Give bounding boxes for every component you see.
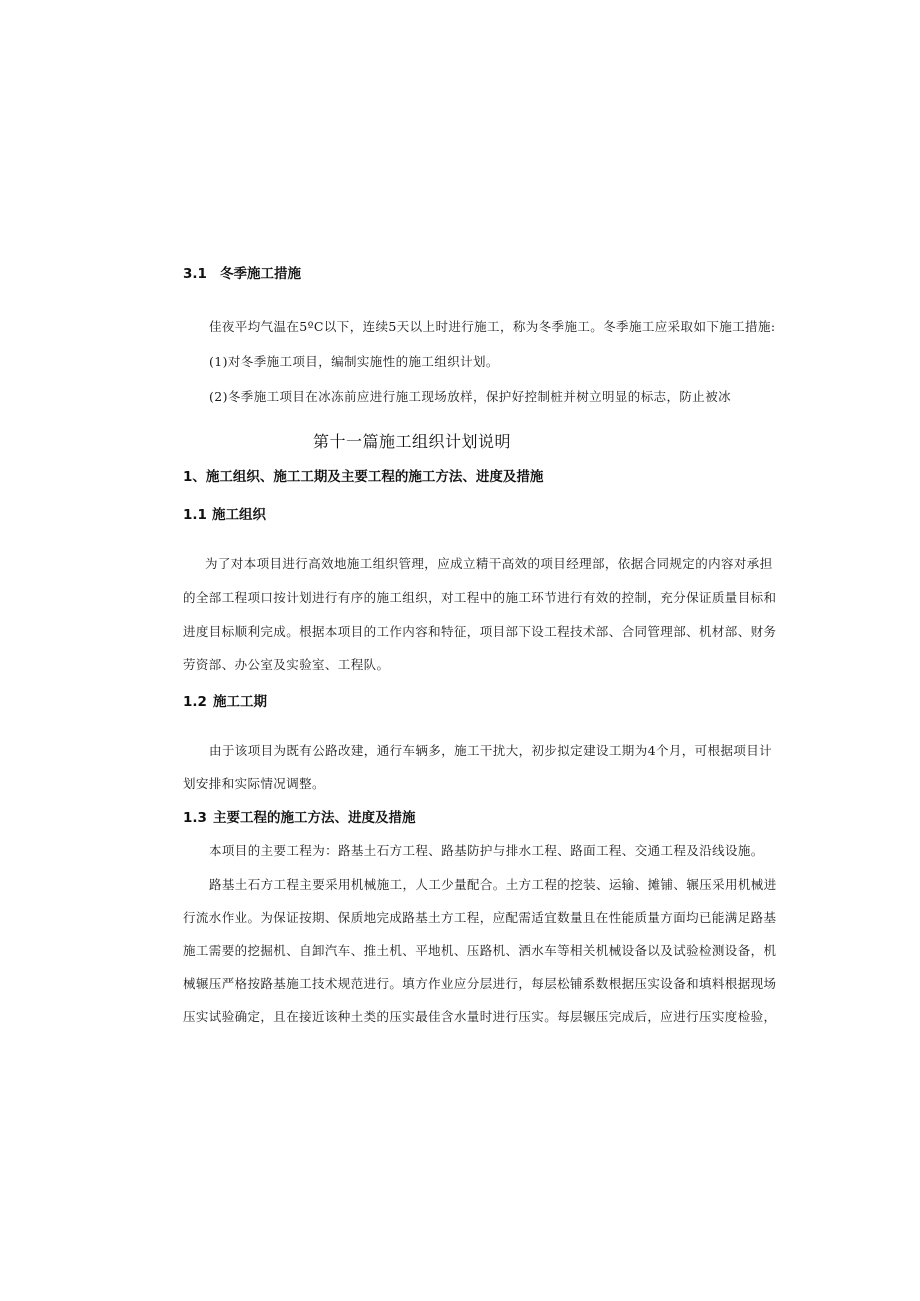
section-heading-1: 1、施工组织、施工工期及主要工程的施工方法、进度及措施	[183, 469, 544, 485]
paragraph-winter-intro: 佳夜平均气温在5ºC以下，连续5天以上时进行施工，称为冬季施工。冬季施工应采取如下施工措施:	[209, 319, 776, 334]
paragraph-line: 的全部工程项口按计划进行有序的施工组织，对工程中的施工环节进行有效的控制，充分保证质量目标和	[183, 590, 777, 605]
section-heading-3-1	[183, 262, 301, 282]
paragraph-line: 进度目标顺利完成。根据本项目的工作内容和特征，项目部下设工程技术部、合同管理部、机材部、财务	[183, 624, 777, 639]
paragraph-line: 施工需要的挖掘机、自卸汽车、推土机、平地机、压路机、洒水车等相关机械设备以及试验检测设备，机	[183, 943, 777, 958]
paragraph-line: 划安排和实际情况调整。	[183, 776, 325, 791]
section-number: 1.3	[183, 810, 207, 826]
section-heading-1-2	[183, 690, 267, 710]
section-heading-1-1	[183, 503, 266, 523]
paragraph-line: 行流水作业。为保证按期、保质地完成路基土方工程，应配需适宜数量且在性能质量方面均已能满足路基	[183, 910, 777, 925]
section-number: 3.1	[183, 266, 207, 282]
list-item: (2)冬季施工项目在冰冻前应进行施工现场放样，保护好控制桩并树立明显的标志，防止被冰	[209, 389, 732, 404]
section-number: 1.1	[183, 507, 207, 523]
chapter-title: 第十一篇施工组织计划说明	[313, 432, 512, 451]
section-title: 施工工期	[213, 694, 267, 710]
section-title: 施工组织	[212, 507, 266, 523]
paragraph-line: 械辗压严格按路基施工技术规范进行。填方作业应分层进行，每层松铺系数根据压实设备和填料根据现场	[183, 976, 777, 991]
section-title: 冬季施工措施	[220, 266, 301, 282]
paragraph-line: 压实试验确定，且在接近该种土类的压实最佳含水量时进行压实。每层辗压完成后，应进行压实度检验，	[183, 1009, 777, 1024]
list-item: (1)对冬季施工项目，编制实施性的施工组织计划。	[209, 354, 499, 369]
section-title: 主要工程的施工方法、进度及措施	[213, 810, 416, 826]
section-number: 1.2	[183, 694, 207, 710]
paragraph-line: 由于该项目为既有公路改建，通行车辆多，施工干扰大，初步拟定建设工期为4个月，可根据项目计	[209, 743, 773, 758]
paragraph-line: 为了对本项目进行高效地施工组织管理，应成立精干高效的项目经理部，依据合同规定的内容对承担	[205, 556, 773, 571]
paragraph-line: 劳资部、办公室及实验室、工程队。	[183, 657, 390, 672]
paragraph-line: 本项目的主要工程为：路基土石方工程、路基防护与排水工程、路面工程、交通工程及沿线设施。	[209, 843, 764, 858]
section-heading-1-3	[183, 806, 416, 826]
paragraph-line: 路基土石方工程主要采用机械施工，人工少量配合。土方工程的挖装、运输、摊铺、辗压采用机械进	[209, 877, 777, 892]
